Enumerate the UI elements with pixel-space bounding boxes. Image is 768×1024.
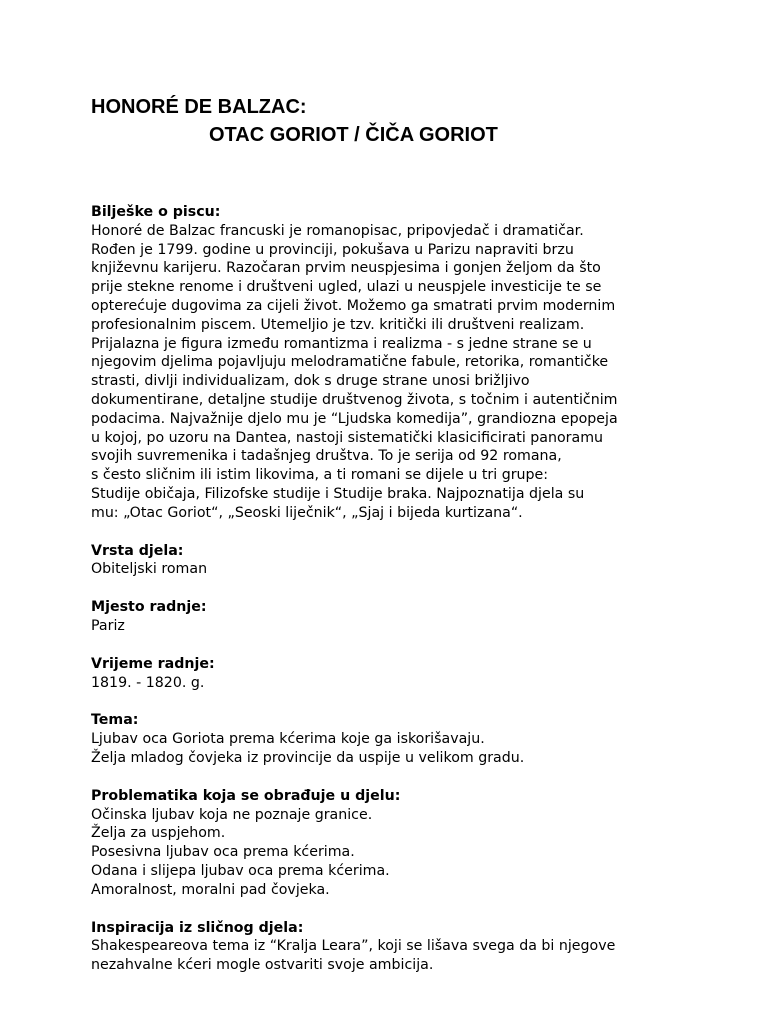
text-line: profesionalnim piscem. Utemeljio je tzv. kritički ili društveni realizam. xyxy=(91,316,585,333)
text-line: Odana i slijepa ljubav oca prema kćerima. xyxy=(91,862,390,879)
text-line: dokumentirane, detaljne studije društvenog života, s točnim i autentičnim xyxy=(91,391,618,408)
text-line: Honoré de Balzac francuski je romanopisac, pripovjedač i dramatičar. xyxy=(91,222,584,239)
section-heading: Vrsta djela: xyxy=(91,542,184,559)
text-line: prije stekne renome i društveni ugled, ulazi u neuspjele investicije te se xyxy=(91,279,602,296)
text-line: svojih suvremenika i tadašnjeg društva. To je serija od 92 romana, xyxy=(91,448,562,465)
section-inspiration xyxy=(91,919,691,975)
text-line: Amoralnost, moralni pad čovjeka. xyxy=(91,881,330,898)
text-line: opterećuje dugovima za cijeli život. Možemo ga smatrati prvim modernim xyxy=(91,297,616,314)
text-line: Shakespeareova tema iz “Kralja Leara”, koji se lišava svega da bi njegove xyxy=(91,938,616,955)
text-line: mu: „Otac Goriot“, „Seoski liječnik“, „Sjaj i bijeda kurtizana“. xyxy=(91,504,523,521)
text-line: Obiteljski roman xyxy=(91,561,208,578)
text-line: podacima. Najvažnije djelo mu je “Ljudska komedija”, grandiozna epopeja xyxy=(91,410,618,427)
section-place xyxy=(91,598,691,636)
text-line: strasti, divlji individualizam, dok s druge strane unosi brižljivo xyxy=(91,373,530,390)
section-heading: Vrijeme radnje: xyxy=(91,655,215,672)
text-line: s često sličnim ili istim likovima, a ti romani se dijele u tri grupe: xyxy=(91,467,549,484)
section-biography xyxy=(91,203,691,523)
section-heading: Mjesto radnje: xyxy=(91,599,207,616)
text-line: 1819. - 1820. g. xyxy=(91,674,205,691)
section-body xyxy=(91,937,691,975)
section-body xyxy=(91,730,691,768)
text-line: Očinska ljubav koja ne poznaje granice. xyxy=(91,806,373,823)
text-line: književnu karijeru. Razočaran prvim neuspjesima i gonjen željom da što xyxy=(91,260,601,277)
section-time xyxy=(91,655,691,693)
section-heading: Bilješke o piscu: xyxy=(91,204,221,220)
text-line: nezahvalne kćeri mogle ostvariti svoje ambicija. xyxy=(91,957,434,974)
text-line: Ljubav oca Goriota prema kćerima koje ga iskorišavaju. xyxy=(91,731,485,748)
text-line: Želja za uspjehom. xyxy=(91,825,226,842)
document-title-author: HONORÉ DE BALZAC: xyxy=(91,96,307,118)
section-theme xyxy=(91,711,691,767)
text-line: Želja mladog čovjeka iz provincije da uspije u velikom gradu. xyxy=(91,749,525,766)
text-line: u kojoj, po uzoru na Dantea, nastoji sistematički klasicificirati panoramu xyxy=(91,429,604,446)
section-heading: Inspiracija iz sličnog djela: xyxy=(91,919,304,936)
text-line: njegovim djelima pojavljuju melodramatične fabule, retorika, romantičke xyxy=(91,354,609,371)
section-problems xyxy=(91,787,691,900)
document-title-work: OTAC GORIOT / ČIČA GORIOT xyxy=(209,124,498,146)
document-page xyxy=(91,93,691,975)
text-line: Prijalazna je figura između romantizma i realizma - s jedne strane se u xyxy=(91,335,592,352)
section-heading: Tema: xyxy=(91,712,139,729)
section-genre xyxy=(91,542,691,580)
section-body xyxy=(91,806,691,900)
section-body xyxy=(91,222,691,523)
section-body xyxy=(91,617,691,636)
section-body xyxy=(91,674,691,693)
text-line: Rođen je 1799. godine u provinciji, pokušava u Parizu napraviti brzu xyxy=(91,241,574,258)
text-line: Posesivna ljubav oca prema kćerima. xyxy=(91,844,355,861)
text-line: Pariz xyxy=(91,617,125,634)
section-body xyxy=(91,560,691,579)
text-line: Studije običaja, Filizofske studije i Studije braka. Najpoznatija djela su xyxy=(91,485,585,502)
section-heading: Problematika koja se obrađuje u djelu: xyxy=(91,787,401,804)
